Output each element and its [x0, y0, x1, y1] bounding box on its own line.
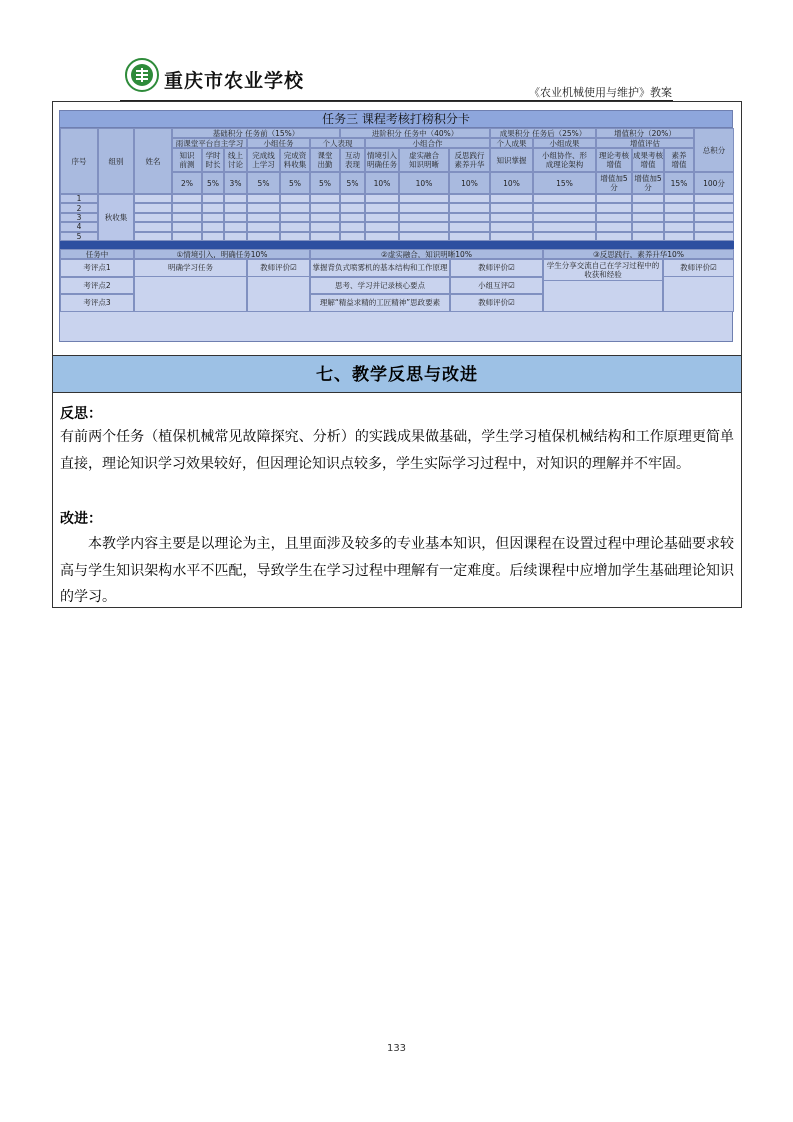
row-2-cell [596, 203, 632, 212]
row-1-cell [664, 194, 694, 203]
stage-2: ②虚实融合，知识明晰10% [310, 249, 543, 259]
row-2-cell [202, 203, 224, 212]
reflection-text: 有前两个任务（植保机械常见故障探究、分析）的实践成果做基础，学生学习植保机械结构和工作原理更简单直接，理论知识学习效果较好，但因理论知识点较多，学生实际学习过程中，对知识的理解并不牢固。 [60, 429, 734, 472]
row-2-cell [340, 203, 365, 212]
school-logo-icon [125, 58, 159, 92]
sub-group-task: 小组任务 [247, 138, 310, 148]
row-5-total [694, 232, 734, 241]
p2-eval-b: 小组互评☑ [450, 277, 543, 295]
row-2-cell [247, 203, 280, 212]
header-group: 组别 [98, 128, 134, 194]
row-3-cell [632, 213, 664, 222]
phase-progress: 进阶积分 任务中（40%） [340, 128, 490, 138]
p1-eval: 教师评价☑ [247, 259, 310, 277]
row-2-cell [632, 203, 664, 212]
row-4-cell [664, 222, 694, 231]
row-4-cell [340, 222, 365, 231]
item-5: 完成资 料收集 [280, 148, 310, 172]
item-6: 课堂 出勤 [310, 148, 340, 172]
row-1-cell [247, 194, 280, 203]
row-3-cell [449, 213, 490, 222]
weight-12: 15% [533, 172, 596, 194]
weight-1: 2% [172, 172, 202, 194]
item-9: 虚实融合 知识明晰 [399, 148, 449, 172]
phase-result: 成果积分 任务后（25%） [490, 128, 596, 138]
eval-point-3: 考评点3 [60, 294, 134, 312]
weight-15: 15% [664, 172, 694, 194]
row-4-cell [172, 222, 202, 231]
row-3-cell [202, 213, 224, 222]
p3-eval: 教师评价☑ [663, 259, 734, 277]
task-mid-label: 任务中 [60, 249, 134, 259]
row-5-cell [224, 232, 247, 241]
school-name: 重庆市农业学校 [164, 70, 305, 92]
row-2-cell [310, 203, 340, 212]
row-4-name [134, 222, 172, 231]
header-seq: 序号 [60, 128, 98, 194]
p2-task-b: 思考、学习并记录核心要点 [310, 277, 450, 295]
row-1-cell [449, 194, 490, 203]
row-1-cell [172, 194, 202, 203]
weight-14: 增值加5 分 [632, 172, 664, 194]
row-2-cell [533, 203, 596, 212]
reflection-label: 反思： [60, 406, 102, 422]
row-3-cell [247, 213, 280, 222]
row-3-cell [664, 213, 694, 222]
weight-6: 5% [310, 172, 340, 194]
row-5-cell [310, 232, 340, 241]
row-4-cell [365, 222, 399, 231]
sub-group-result: 小组成果 [533, 138, 596, 148]
item-15: 素养 增值 [664, 148, 694, 172]
weight-2: 5% [202, 172, 224, 194]
row-5-cell [533, 232, 596, 241]
weight-4: 5% [247, 172, 280, 194]
row-5-cell [340, 232, 365, 241]
score-card-title: 任务三 课程考核打榜积分卡 [60, 111, 732, 128]
divider-bar [60, 241, 734, 249]
row-4-cell [533, 222, 596, 231]
row-1-cell [533, 194, 596, 203]
row-1-cell [365, 194, 399, 203]
row-2-cell [399, 203, 449, 212]
row-3-cell [310, 213, 340, 222]
row-5-cell [632, 232, 664, 241]
row-4-cell [449, 222, 490, 231]
phase-value: 增值积分（20%） [596, 128, 694, 138]
row-5-name [134, 232, 172, 241]
sub-platform: 雨课堂平台自主学习 [172, 138, 247, 148]
row-1-cell [399, 194, 449, 203]
item-12: 小组协作、形 成理论架构 [533, 148, 596, 172]
row-5-cell [449, 232, 490, 241]
row-5-cell [365, 232, 399, 241]
row-seq-1: 1 [60, 194, 98, 203]
row-3-cell [596, 213, 632, 222]
eval-point-2: 考评点2 [60, 277, 134, 295]
row-1-total [694, 194, 734, 203]
row-4-cell [280, 222, 310, 231]
row-2-cell [365, 203, 399, 212]
row-5-cell [664, 232, 694, 241]
row-2-total [694, 203, 734, 212]
page-number: 133 [386, 1043, 407, 1054]
row-4-cell [202, 222, 224, 231]
item-4: 完成线 上学习 [247, 148, 280, 172]
row-2-cell [449, 203, 490, 212]
row-3-cell [340, 213, 365, 222]
row-3-total [694, 213, 734, 222]
item-13: 理论考核 增值 [596, 148, 632, 172]
weight-8: 10% [365, 172, 399, 194]
row-4-cell [632, 222, 664, 231]
row-1-name [134, 194, 172, 203]
row-4-cell [490, 222, 533, 231]
improve-label: 改进： [60, 511, 102, 527]
phase-basic: 基础积分 任务前（15%） [172, 128, 340, 138]
weight-5: 5% [280, 172, 310, 194]
p1-task: 明确学习任务 [134, 259, 247, 277]
row-2-cell [664, 203, 694, 212]
weight-3: 3% [224, 172, 247, 194]
stage-1: ①情境引入，明确任务10% [134, 249, 310, 259]
item-1: 知识 前测 [172, 148, 202, 172]
row-2-cell [280, 203, 310, 212]
p2-eval-c: 教师评价☑ [450, 294, 543, 312]
eval-point-1: 考评点1 [60, 259, 134, 277]
sub-coop: 小组合作 [365, 138, 490, 148]
item-7: 互动 表现 [340, 148, 365, 172]
row-4-cell [224, 222, 247, 231]
row-2-name [134, 203, 172, 212]
row-4-cell [310, 222, 340, 231]
weight-11: 10% [490, 172, 533, 194]
row-5-cell [202, 232, 224, 241]
sub-personal-result: 个人成果 [490, 138, 533, 148]
row-4-total [694, 222, 734, 231]
row-3-cell [490, 213, 533, 222]
row-3-cell [172, 213, 202, 222]
weight-10: 10% [449, 172, 490, 194]
stage-3: ③反思践行，素养升华10% [543, 249, 734, 259]
weight-7: 5% [340, 172, 365, 194]
row-seq-2: 2 [60, 203, 98, 212]
row-1-cell [202, 194, 224, 203]
item-14: 成果考核 增值 [632, 148, 664, 172]
improve-text: 本教学内容主要是以理论为主，且里面涉及较多的专业基本知识，但因课程在设置过程中理论基础要求较高与学生知识架构水平不匹配，导致学生在学习过程中理解有一定难度。后续课程中应增加学生基础理论知识的学习。 [60, 536, 734, 605]
p2-task-c: 理解“精益求精的工匠精神”思政要素 [310, 294, 450, 312]
item-8: 情境引入 明确任务 [365, 148, 399, 172]
row-seq-3: 3 [60, 213, 98, 222]
section-title: 七、教学反思与改进 [53, 355, 741, 393]
row-1-cell [340, 194, 365, 203]
row-1-cell [490, 194, 533, 203]
sub-personal: 个人表现 [310, 138, 365, 148]
row-1-cell [280, 194, 310, 203]
row-5-cell [490, 232, 533, 241]
row-5-cell [280, 232, 310, 241]
row-5-cell [172, 232, 202, 241]
row-4-cell [247, 222, 280, 231]
weight-13: 增值加5 分 [596, 172, 632, 194]
p3-task: 学生分享交流自己在学习过程中的收获和经验 [543, 259, 663, 281]
row-5-cell [247, 232, 280, 241]
item-2: 学时 时长 [202, 148, 224, 172]
row-4-cell [399, 222, 449, 231]
item-11: 知识掌握 [490, 148, 533, 172]
row-1-cell [224, 194, 247, 203]
row-1-cell [596, 194, 632, 203]
p2-eval-a: 教师评价☑ [450, 259, 543, 277]
row-5-cell [399, 232, 449, 241]
header-name: 姓名 [134, 128, 172, 194]
row-seq-5: 5 [60, 232, 98, 241]
total-weight: 100分 [694, 172, 734, 194]
row-1-cell [310, 194, 340, 203]
row-4-cell [596, 222, 632, 231]
sub-value-eval: 增值评估 [596, 138, 694, 148]
row-3-name [134, 213, 172, 222]
row-3-cell [533, 213, 596, 222]
header-total: 总积分 [694, 128, 734, 172]
item-10: 反思践行 素养升华 [449, 148, 490, 172]
score-card [59, 110, 733, 342]
row-3-cell [280, 213, 310, 222]
course-title: 《农业机械使用与维护》教案 [529, 86, 672, 99]
item-3: 线上 讨论 [224, 148, 247, 172]
row-3-cell [224, 213, 247, 222]
p2-task-a: 掌握背负式喷雾机的基本结构和工作原理 [310, 259, 450, 277]
row-3-cell [399, 213, 449, 222]
row-2-cell [172, 203, 202, 212]
row-seq-4: 4 [60, 222, 98, 231]
row-5-cell [596, 232, 632, 241]
group-name: 秋收集 [98, 194, 134, 241]
weight-9: 10% [399, 172, 449, 194]
row-3-cell [365, 213, 399, 222]
row-1-cell [632, 194, 664, 203]
row-2-cell [224, 203, 247, 212]
row-2-cell [490, 203, 533, 212]
